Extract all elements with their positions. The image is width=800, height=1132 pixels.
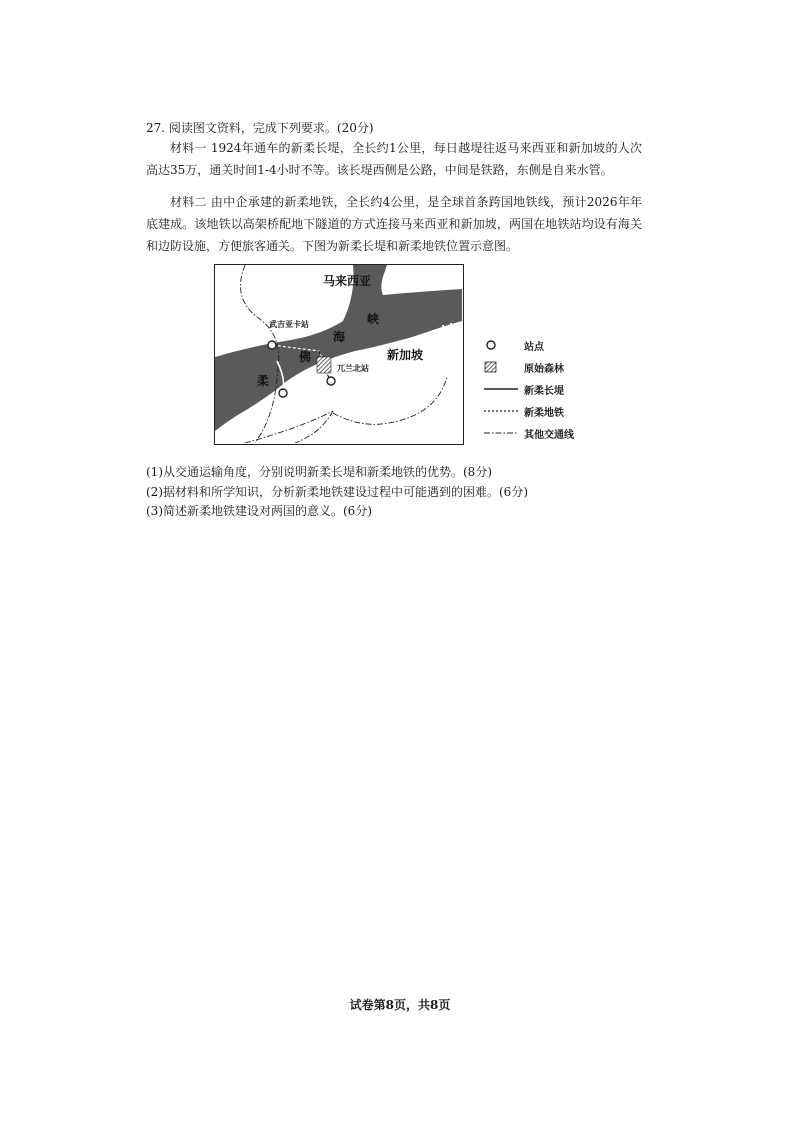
- legend-label: 新柔地铁: [524, 407, 564, 419]
- location-map: [214, 264, 464, 445]
- legend-item: [484, 422, 594, 444]
- question-3: (3)简述新柔地铁建设对两国的意义。(6分): [146, 504, 372, 518]
- label-strait-1: 柔: [257, 374, 270, 388]
- station-bukit: [268, 341, 276, 349]
- solid-line-icon: [484, 383, 524, 395]
- label-station-bukit: 武吉亚卡站: [269, 320, 309, 329]
- station-circle-icon: [484, 339, 524, 351]
- legend-item: [484, 356, 594, 378]
- label-strait-2: 佛: [299, 350, 312, 364]
- label-malaysia: 马来西亚: [323, 274, 372, 288]
- material-1: 材料一 1924年通车的新柔长堤，全长约1公里，每日越堤往返马来西亚和新加坡的人次高达35万，通关时间1-4小时不等。该长堤西侧是公路，中间是铁路，东侧是自来水管。: [146, 141, 642, 177]
- other-transport-line-4: [295, 411, 333, 443]
- question-2: (2)据材料和所学知识，分析新柔地铁建设过程中可能遇到的困难。(6分): [146, 485, 528, 499]
- dashdot-line-icon: [484, 427, 524, 439]
- legend-label: 其他交通线: [524, 429, 574, 441]
- legend-item: [484, 334, 594, 356]
- label-strait-4: 峡: [367, 312, 380, 326]
- other-transport-line-5: [245, 411, 333, 443]
- legend-item: [484, 400, 594, 422]
- station-woodlands: [327, 377, 335, 385]
- station-causeway: [279, 389, 287, 397]
- legend-label: 站点: [524, 341, 544, 353]
- legend-item: [484, 378, 594, 400]
- forest-hatch-icon: [484, 361, 524, 373]
- question-1: (1)从交通运输角度，分别说明新柔长堤和新柔地铁的优势。(8分): [146, 465, 492, 479]
- label-strait-3: 海: [333, 330, 346, 344]
- label-singapore: 新加坡: [387, 348, 424, 362]
- material-2: 材料二 由中企承建的新柔地铁，全长约4公里，是全球首条跨国地铁线，预计2026年年底建成。该地铁以高架桥配地下隧道的方式连接马来西亚和新加坡，两国在地铁站均设有海关和边防设施，方便旅客通关。下图为新柔长堤和新柔地铁位置示意图。: [146, 195, 642, 253]
- legend-label: 新柔长堤: [524, 385, 564, 397]
- legend-label: 原始森林: [524, 363, 564, 375]
- question-title: 27. 阅读图文资料，完成下列要求。(20分): [146, 121, 374, 135]
- dashed-line-icon: [484, 405, 524, 417]
- forest-patch: [317, 357, 331, 373]
- strait-water: [215, 265, 462, 431]
- label-station-woodlands: 兀兰北站: [337, 364, 369, 373]
- page-footer: 试卷第8页，共8页: [349, 998, 451, 1012]
- other-transport-line-3: [333, 377, 447, 424]
- map-legend: [484, 334, 594, 444]
